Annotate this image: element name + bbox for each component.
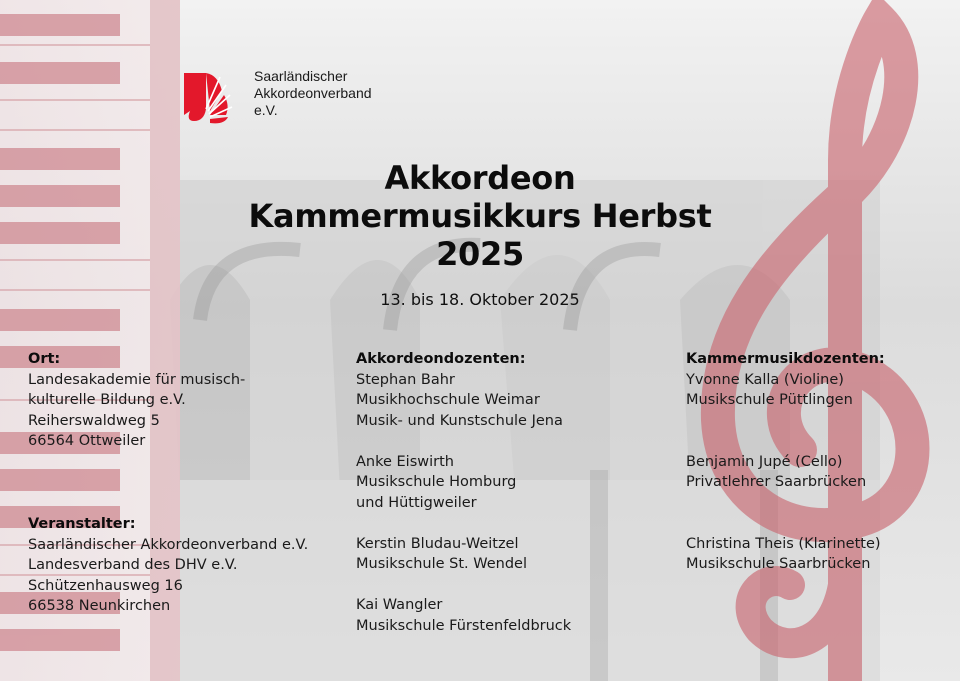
location-line: kulturelle Bildung e.V. — [28, 392, 186, 408]
organizer-heading: Veranstalter: — [28, 516, 136, 532]
spacer — [686, 411, 885, 432]
teacher-name: Yvonne Kalla (Violine) — [686, 371, 844, 388]
teacher-name: Anke Eiswirth — [356, 453, 454, 470]
event-date: 13. bis 18. Oktober 2025 — [380, 290, 580, 309]
teacher-detail: Musikschule St. Wendel — [356, 556, 528, 572]
organization-name — [254, 68, 372, 119]
organizer-line: Landesverband des DHV e.V. — [28, 557, 238, 573]
teacher-name: Stephan Bahr — [356, 371, 455, 388]
accordion-logo-icon — [184, 71, 240, 125]
organization-logo — [184, 66, 424, 126]
organizer-block — [28, 514, 308, 617]
teacher-detail: Musik- und Kunstschule Jena — [356, 412, 563, 429]
chamber-music-teachers-heading: Kammermusikdozenten: — [686, 351, 885, 367]
spacer — [356, 575, 571, 596]
location-line: Landesakademie für musisch- — [28, 371, 246, 388]
spacer — [686, 513, 885, 534]
location-block — [28, 349, 245, 452]
organizer-line: Schützenhausweg 16 — [28, 577, 183, 594]
page-title — [0, 159, 960, 273]
spacer — [356, 431, 571, 452]
teacher-detail: Musikschule Homburg — [356, 474, 517, 490]
spacer — [686, 493, 885, 514]
teacher-detail: Privatlehrer Saarbrücken — [686, 474, 867, 490]
teacher-detail: Musikschule Püttlingen — [686, 392, 853, 408]
spacer — [356, 513, 571, 534]
title-line: Kammermusikkurs Herbst — [248, 197, 712, 235]
teacher-name: Christina Theis (Klarinette) — [686, 535, 881, 552]
accordion-teachers-heading: Akkordeondozenten: — [356, 351, 526, 367]
teacher-name: Kai Wangler — [356, 597, 443, 613]
teacher-detail: Musikschule Fürstenfeldbruck — [356, 617, 572, 634]
teacher-detail: Musikhochschule Weimar — [356, 392, 540, 408]
spacer — [686, 431, 885, 452]
logo-line: e.V. — [254, 102, 278, 118]
organizer-line: Saarländischer Akkordeonverband e.V. — [28, 536, 309, 553]
logo-line: Saarländischer — [254, 68, 348, 84]
chamber-music-teachers-block — [686, 349, 885, 575]
logo-line: Akkordeonverband — [254, 85, 372, 101]
accordion-teachers-block — [356, 349, 571, 636]
location-heading: Ort: — [28, 351, 61, 367]
title-line: Akkordeon — [384, 159, 576, 197]
title-line: 2025 — [436, 235, 524, 273]
teacher-name: Benjamin Jupé (Cello) — [686, 453, 843, 470]
teacher-detail: Musikschule Saarbrücken — [686, 556, 871, 572]
location-line: Reiherswaldweg 5 — [28, 412, 160, 429]
teacher-name: Kerstin Bludau-Weitzel — [356, 535, 519, 552]
location-line: 66564 Ottweiler — [28, 433, 146, 449]
teacher-detail: und Hüttigweiler — [356, 494, 477, 511]
organizer-line: 66538 Neunkirchen — [28, 598, 171, 614]
